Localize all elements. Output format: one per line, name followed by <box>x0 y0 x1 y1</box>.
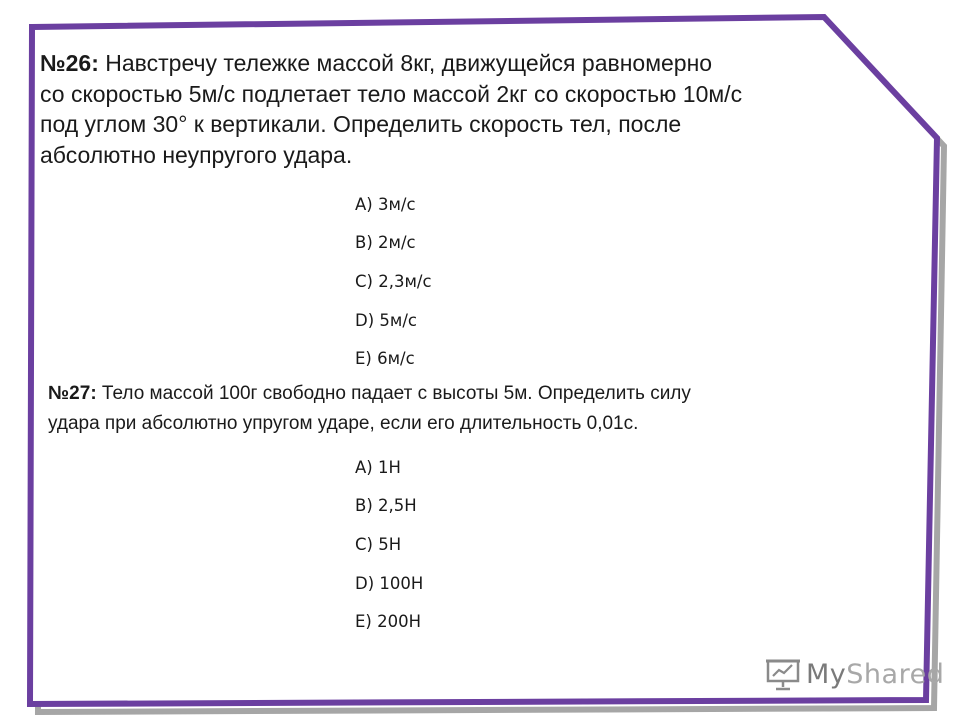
problem-26-line-2: со скоростью 5м/с подлетает тело массой 2кг со скоростью 10м/с <box>40 80 743 107</box>
answer-option-c[interactable]: C) 5Н <box>355 535 402 554</box>
answer-option-c[interactable]: C) 2,3м/с <box>355 272 432 291</box>
watermark-text-prefix: My <box>806 658 847 690</box>
answer-option-a[interactable]: A) 1Н <box>355 458 401 477</box>
answer-option-d[interactable]: D) 5м/с <box>355 311 417 330</box>
answer-option-a[interactable]: A) 3м/с <box>355 195 416 214</box>
problem-26-line-4: абсолютно неупругого удара. <box>40 141 353 168</box>
presentation-screen-icon <box>766 657 802 691</box>
problem-27-line-1: Тело массой 100г свободно падает с высоты 5м. Определить силу <box>96 383 691 404</box>
watermark-text <box>806 659 944 690</box>
answer-option-b[interactable]: B) 2,5Н <box>355 496 417 515</box>
problem-26-line-1: Навстречу тележке массой 8кг, движущейся равномерно <box>98 50 713 76</box>
problem-26-line-3: под углом 30° к вертикали. Определить скорость тел, после <box>40 111 682 137</box>
answer-option-b[interactable]: B) 2м/с <box>355 233 416 252</box>
answer-option-e[interactable]: E) 6м/с <box>355 349 415 368</box>
answer-option-e[interactable]: E) 200Н <box>355 612 422 631</box>
problem-26-number: №26: <box>40 50 99 76</box>
watermark-text-suffix: Shared <box>846 658 945 690</box>
problem-27-text <box>48 379 878 439</box>
watermark-logo <box>766 654 944 694</box>
answer-option-d[interactable]: D) 100Н <box>355 574 424 593</box>
problem-27-line-2: удара при абсолютно упругом ударе, если его длительность 0,01с. <box>48 413 639 434</box>
problem-26-text <box>40 48 880 170</box>
problem-27-number: №27: <box>48 383 97 404</box>
